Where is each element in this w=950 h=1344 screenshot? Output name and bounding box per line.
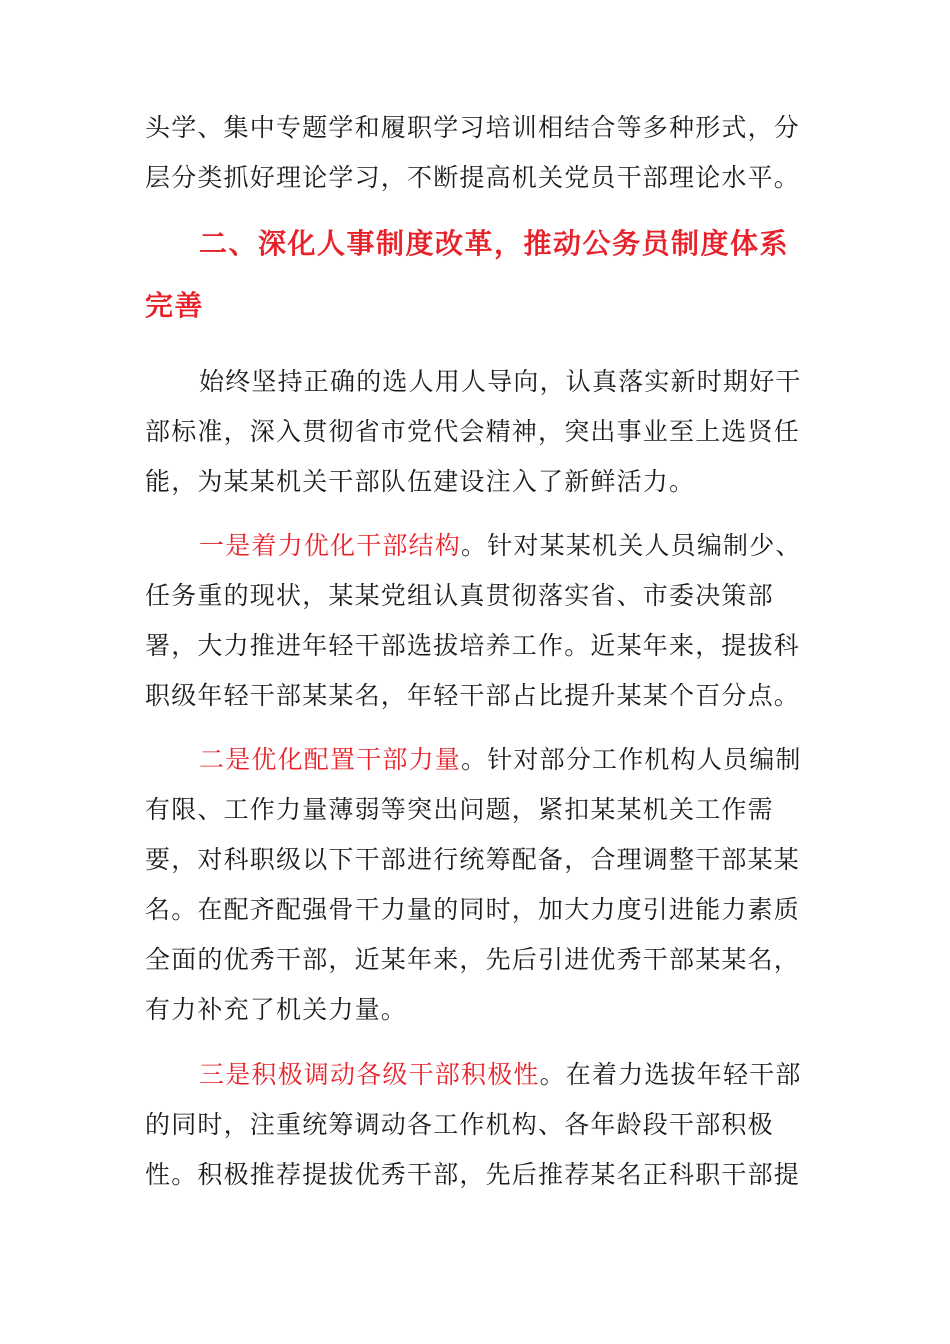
paragraph-point-two [145,735,805,1035]
point-lead-text: 一是着力优化干部结构 [199,531,462,560]
section-heading [145,213,815,337]
paragraph-continuation [145,103,805,203]
paragraph-intro [145,357,805,507]
point-lead-text: 二是优化配置干部力量 [199,745,462,774]
paragraph-text: 。针对部分工作机构人员编制有限、工作力量薄弱等突出问题，紧扣某某机关工作需要，对科职级以下干部进行统筹配备，合理调整干部某某名。在配齐配强骨干力量的同时，加大力度引进能力素质全面的优秀干部，近某年来，先后引进优秀干部某某名，有力补充了机关力量。 [145,745,802,1024]
paragraph-text: 始终坚持正确的选人用人导向，认真落实新时期好干部标准，深入贯彻省市党代会精神，突出事业至上选贤任能，为某某机关干部队伍建设注入了新鲜活力。 [145,367,802,496]
paragraph-text: 头学、集中专题学和履职学习培训相结合等多种形式，分层分类抓好理论学习，不断提高机关党员干部理论水平。 [145,113,801,192]
paragraph-point-one [145,521,805,721]
paragraph-text: 。在着力选拔年轻干部的同时，注重统筹调动各工作机构、各年龄段干部积极性。积极推荐提拔优秀干部，先后推荐某名正科职干部提 [145,1060,802,1189]
point-lead-text: 三是积极调动各级干部积极性 [199,1060,540,1089]
section-heading-text: 二、深化人事制度改革，推动公务员制度体系完善 [145,227,790,322]
paragraph-point-three [145,1050,805,1200]
paragraph-text: 。针对某某机关人员编制少、任务重的现状，某某党组认真贯彻落实省、市委决策部署，大力推进年轻干部选拔培养工作。近某年来，提拔科职级年轻干部某某名，年轻干部占比提升某某个百分点。 [145,531,802,710]
